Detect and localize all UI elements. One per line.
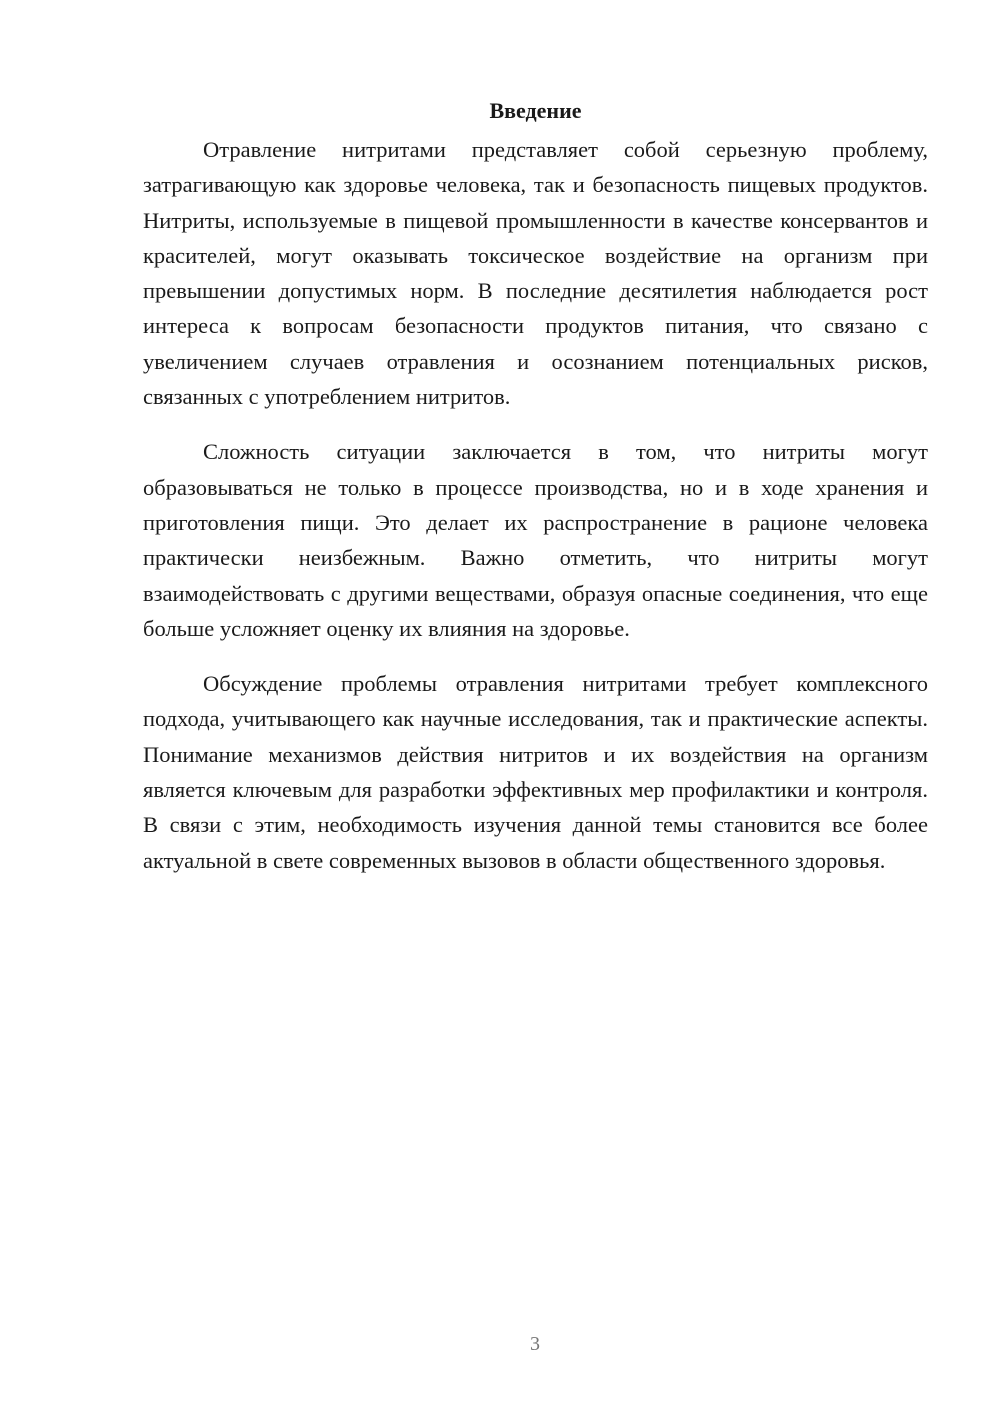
- paragraph-3: Обсуждение проблемы отравления нитритами требует комплексного подхода, учитывающего как научные исследования, так и практические аспекты. Понимание механизмов действия нитритов и их воздействия на организм является ключевым для разработки эффективных мер профилактики и контроля. В связи с этим, необходимость изучения данной темы становится все более актуальной в свете современных вызовов в области общественного здоровья.: [143, 671, 928, 873]
- section-heading: Введение: [489, 98, 582, 123]
- paragraph-1: Отравление нитритами представляет собой серьезную проблему, затрагивающую как здоровье человека, так и безопасность пищевых продуктов. Нитриты, используемые в пищевой промышленности в качестве консервантов и красителей, могут оказывать токсическое воздействие на организм при превышении допустимых норм. В последние десятилетия наблюдается рост интереса к вопросам безопасности продуктов питания, что связано с увеличением случаев отравления и осознанием потенциальных рисков, связанных с употреблением нитритов.: [143, 137, 928, 410]
- page-content: [143, 96, 928, 898]
- page-number: 3: [530, 1333, 540, 1355]
- paragraph-2: Сложность ситуации заключается в том, что нитриты могут образовываться не только в процессе производства, но и в ходе хранения и приготовления пищи. Это делает их распространение в рационе человека практически неизбежным. Важно отметить, что нитриты могут взаимодействовать с другими веществами, образуя опасные соединения, что еще больше усложняет оценку их влияния на здоровье.: [143, 439, 928, 641]
